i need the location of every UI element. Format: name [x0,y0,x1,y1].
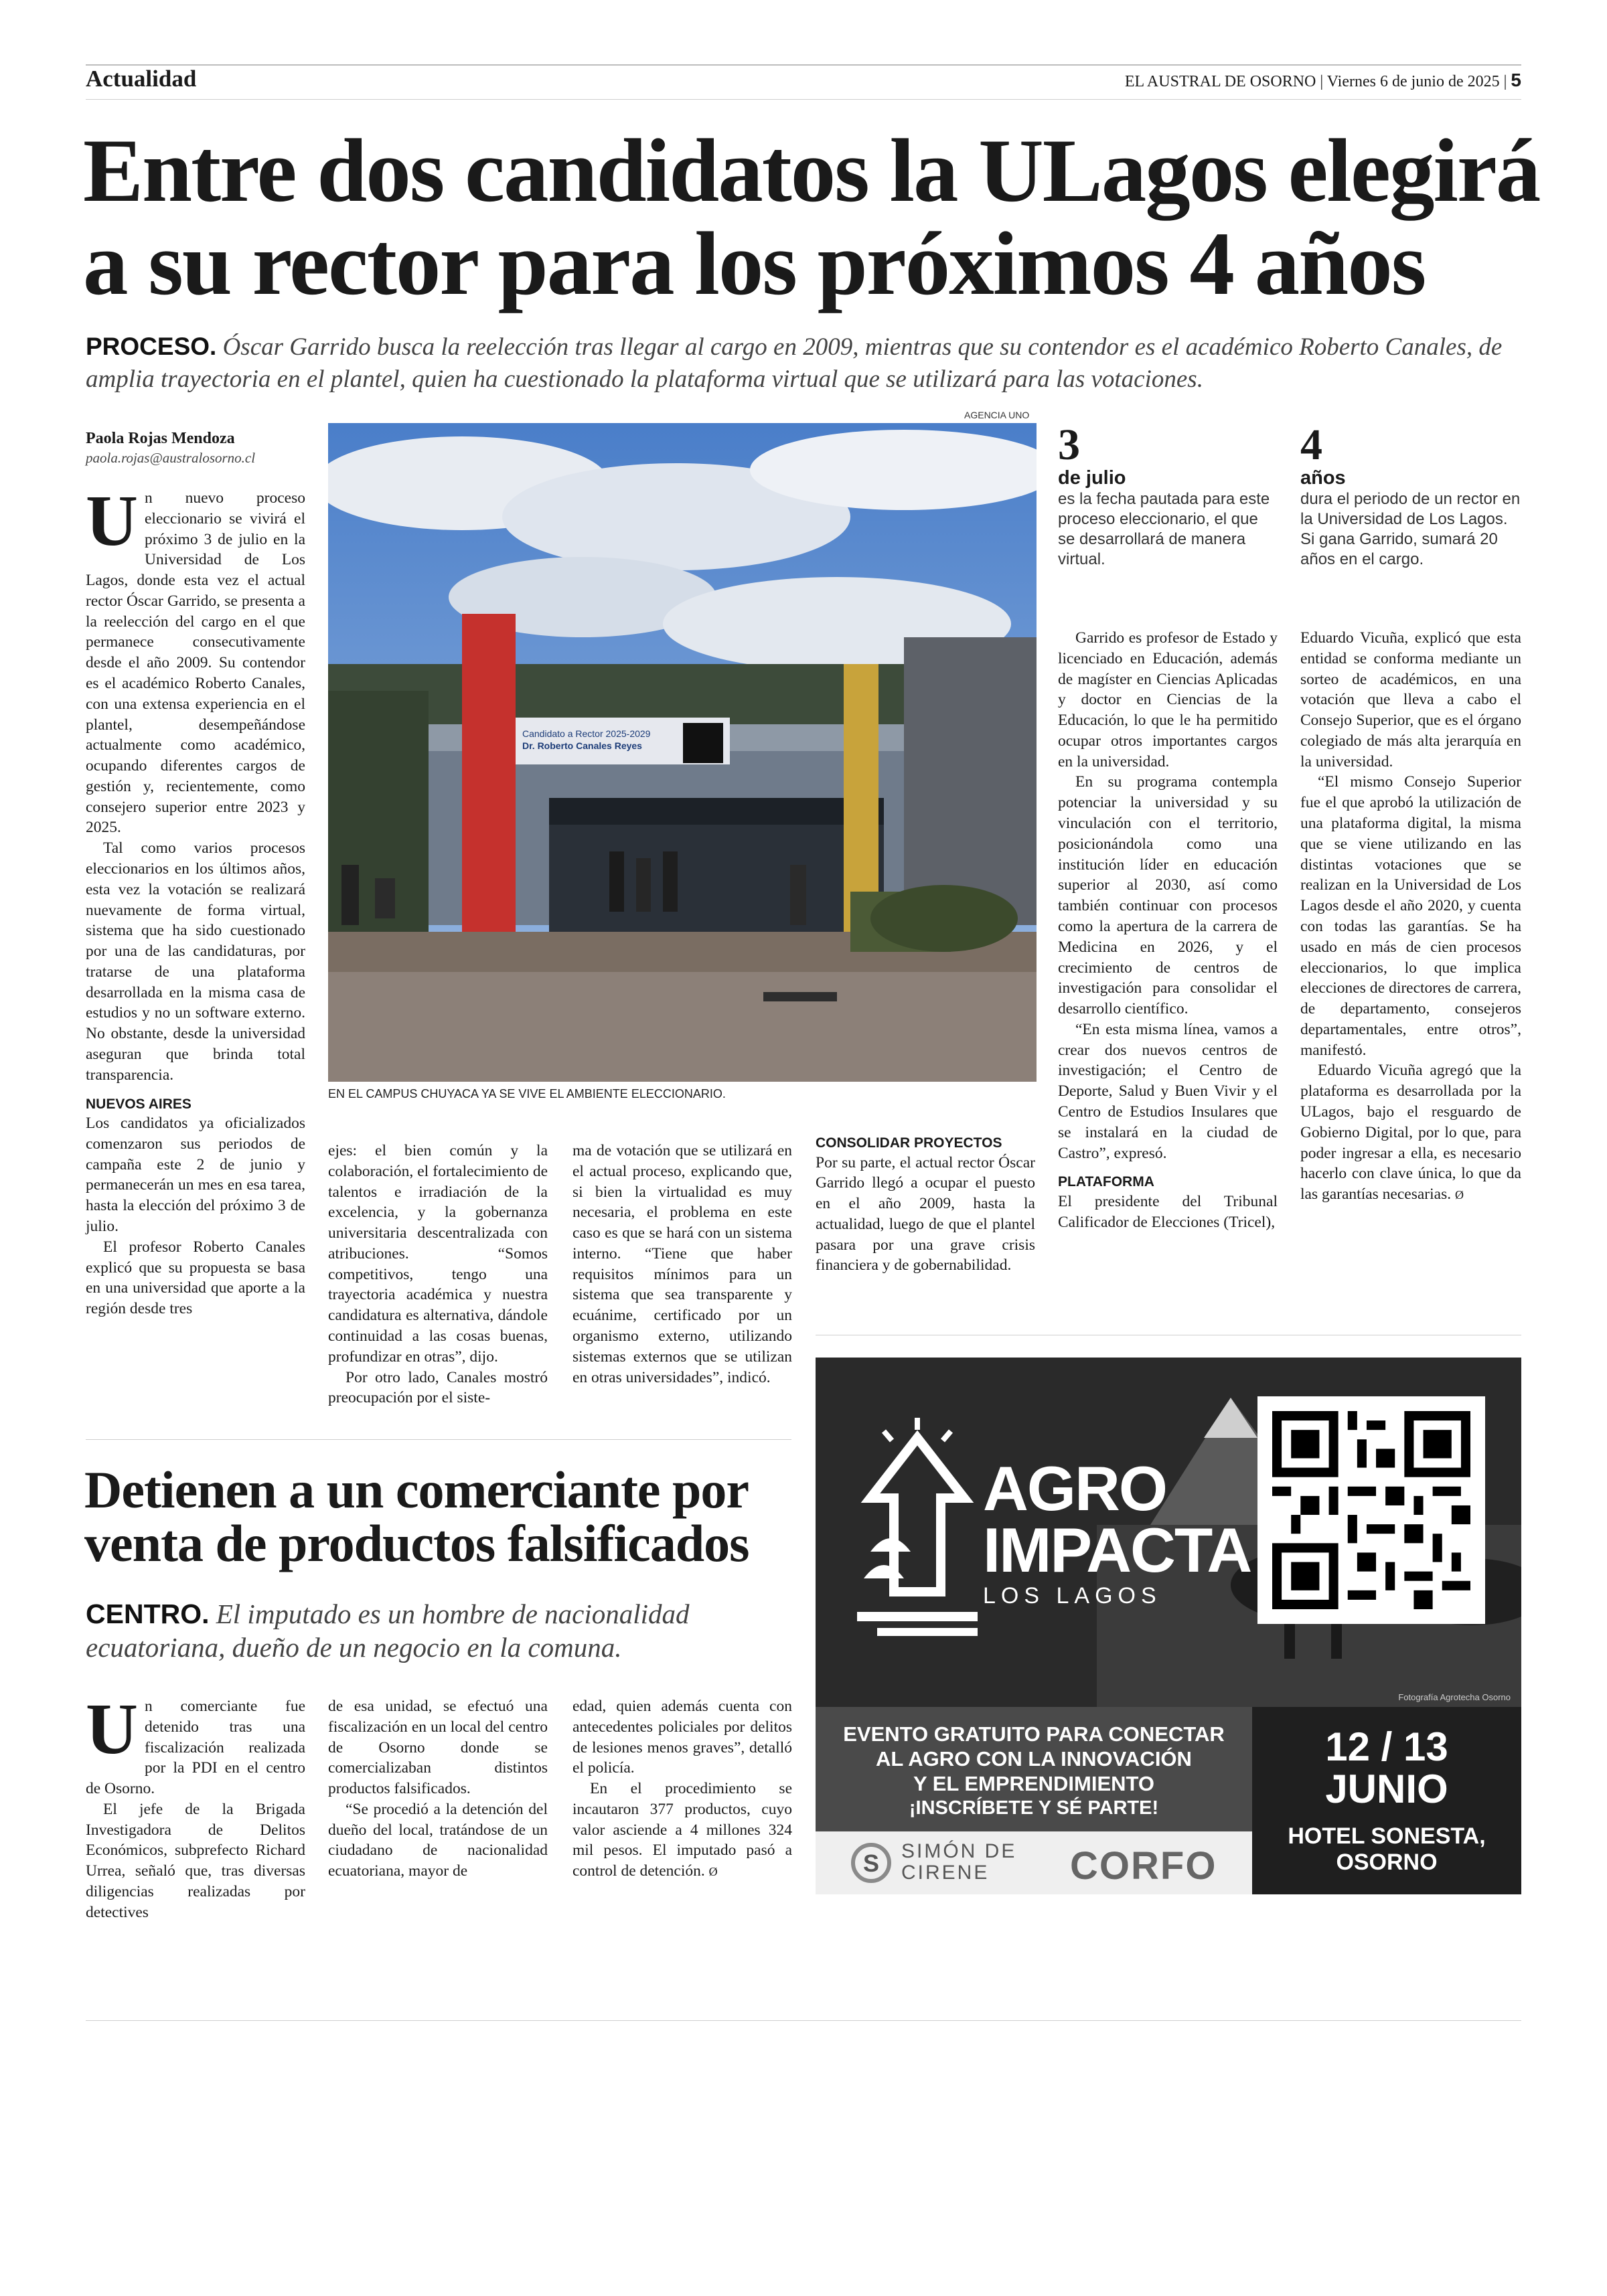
ad-event-text [816,1707,1252,1819]
sponsor-corfo: CORFO [1070,1844,1217,1888]
end-mark: Ø [1454,1188,1464,1202]
para: En su programa contempla potenciar la universidad y su vinculación con el territorio, posicionándola como una institución líder en educación superior al 2030, así como también continuar con procesos como la apertura de la carrera de Medicina en 2026, y el crecimiento de centros de investigación para consolidar el desarrollo científico. [1058,773,1278,1018]
article2-col3 [572,1696,792,1882]
para: ejes: el bien común y la colaboración, el fortalecimiento de talentos e irradiación de la excelencia, y la gobernanza universitaria descentralizada con atribuciones. “Somos competitivos, tengo una trayectoria académica y nuestra candidatura es alternativa, dándole continuidad a las cosas buenas, profundizar en otras”, dijo. [328,1142,548,1366]
drop-cap: U [86,1690,138,1769]
ad-photo-credit: Fotografía Agrotecha Osorno [1398,1692,1511,1702]
headline-1-line1: Entre dos candidatos la ULagos elegirá [83,121,1540,221]
para: edad, quien además cuenta con antecedentes policiales por delitos de lesiones menos graves”, detalló el policía. [572,1698,792,1777]
para: Por su parte, el actual rector Óscar Garrido llegó a ocupar el puesto en el año 2009, hasta la actualidad, luego de que el plantel pasara por una grave crisis financiera y de gobernabilidad. [816,1153,1035,1275]
article1-col6 [1300,628,1521,1205]
intertitle-consolidar: CONSOLIDAR PROYECTOS [816,1135,1002,1151]
para: El profesor Roberto Canales explicó que su propuesta se basa en una universidad que aporte a la región desde tres [86,1238,305,1318]
deck-1-text: Óscar Garrido busca la reelección tras llegar al cargo en 2009, mientras que su contendor es el académico Roberto Canales, de amplia trayectoria en el plantel, quien ha cuestionado la plataforma virtual que se utilizará para las votaciones. [86,333,1503,394]
ad-date-box [1252,1707,1521,1894]
headline-2-line2: venta de productos falsificados [84,1514,749,1573]
sponsor-simon-line1: SIMÓN DE [901,1840,1017,1862]
headline-1-line2: a su rector para los próximos 4 años [83,214,1426,315]
stat-number: 3 [1058,420,1080,469]
banner-line1: Candidato a Rector 2025-2029 [522,728,651,739]
intertitle-plataforma: PLATAFORMA [1058,1174,1154,1190]
article1-col5 [1058,628,1278,1232]
photo-credit: AGENCIA UNO [964,410,1030,420]
stat-number: 4 [1300,420,1322,469]
ad-venue-line1: HOTEL SONESTA, [1288,1823,1486,1849]
stat-label: años [1300,467,1346,489]
bottom-rule [86,2020,1521,2021]
article1-col1 [86,428,305,1319]
kicker-1: PROCESO. [86,333,217,360]
para: “El mismo Consejo Superior fue el que aprobó la utilización de una plataforma digital, la misma que se viene utilizando en las distintas votaciones que se realizan en la Universidad de Los Lagos desde el año 2020, y cuenta con todas las garantías. Se ha usado en más de cien procesos eleccionarios, lo que implica elecciones de directores de carrera, de departamento, consejeros departamentales, entre otros”, manifestó. [1300,773,1521,1059]
ad-dates: 12 / 13 [1325,1724,1448,1769]
ad-date-text [1252,1707,1521,1876]
drop-cap: U [86,481,138,561]
para-text: En el procedimiento se incautaron 377 productos, cuyo valor asciende a 4 millones 324 mil pesos. El imputado pasó a control de detención. [572,1780,792,1880]
issue-date: Viernes 6 de junio de 2025 [1326,73,1500,90]
ad-event-box [816,1707,1252,1831]
para-text: Eduardo Vicuña agregó que la plataforma es desarrollada por la ULagos, bajo el resguardo de Gobierno Digital, por lo que, para poder ingresar a ella, es necesario hacerlo con clave única, lo que da las garantías necesarias. [1300,1062,1521,1204]
kicker-2: CENTRO. [86,1598,210,1629]
ad-event-line2: AL AGRO CON LA INNOVACIÓN [876,1747,1192,1771]
ad-qr-code[interactable] [1257,1396,1485,1624]
author-email: paola.rojas@australosorno.cl [86,450,256,467]
ad-event-line1: EVENTO GRATUITO PARA CONECTAR [843,1722,1225,1746]
agro-impacta-ad[interactable] [816,1358,1521,1894]
headline-2-line1: Detienen a un comerciante por [84,1461,749,1519]
article1-col3 [572,1141,792,1388]
section-label: Actualidad [86,66,197,92]
stat-text: dura el periodo de un rector en la Universidad de Los Lagos. Si gana Garrido, sumará 20 años en el cargo. [1300,490,1521,568]
article2-col2 [328,1696,548,1882]
para: n comerciante fue detenido tras una fiscalización realizada por la PDI en el centro de Osorno. [86,1698,305,1798]
stat-box-1 [1058,420,1279,570]
banner-line2: Dr. Roberto Canales Reyes [522,740,642,752]
para: “En esta misma línea, vamos a crear dos nuevos centros de investigación; el Centro de Deporte, Salud y Buen Vivir y el Centro de Estudios Insulares que se instalará en la ciudad de Castro”, expresó. [1058,1020,1278,1162]
article1-col4 [816,1134,1035,1276]
article2-col1 [86,1690,305,1923]
headline-2 [84,1463,749,1571]
photo-caption: EN EL CAMPUS CHUYACA YA SE VIVE EL AMBIENTE ELECCIONARIO. [328,1087,726,1100]
ad-venue-line2: OSORNO [1336,1850,1438,1875]
stat-text: es la fecha pautada para este proceso eleccionario, el que se desarrollará de manera virtual. [1058,490,1270,568]
ad-sponsors [816,1831,1252,1894]
header-rule [86,99,1521,100]
para: Tal como varios procesos eleccionarios en los últimos años, esta vez la votación se realizará nuevamente de forma virtual, sistema que ha sido cuestionado por una de las candidaturas, por tratarse de una plataforma desarrollada en la misma casa de estudios y no un software externo. No obstante, desde la universidad aseguran que brinda total transparencia. [86,839,305,1084]
stat-label: de julio [1058,467,1126,489]
svg-text:S: S [862,1850,880,1877]
ad-photo-area [816,1358,1521,1707]
para: Garrido es profesor de Estado y licenciado en Educación, además de magíster en Ciencias Aplicadas y doctor en Ciencias de la Educación, lo que le ha permitido ocupar otros importantes cargos en la universidad. [1058,629,1278,770]
headline-1 [83,121,1540,315]
para: Eduardo Vicuña, explicó que esta entidad se conforma mediante un sorteo de académicos, en una votación que lleva a cabo el Consejo Superior, que es el órgano colegiado de más alta jerarquía en la universidad. [1300,629,1521,770]
sponsor-simon [901,1841,1016,1883]
ad-brand-line2: IMPACTA [983,1515,1251,1586]
top-rule [86,64,1521,66]
para: Por otro lado, Canales mostró preocupación por el siste- [328,1368,548,1407]
ad-month: JUNIO [1325,1767,1448,1811]
stat-box-2 [1300,420,1521,570]
deck-2-line2: ecuatoriana, dueño de un negocio en la comuna. [86,1632,622,1663]
campus-photo-illustration [328,423,1037,1082]
end-mark: Ø [708,1865,718,1879]
deck-1 [86,331,1521,396]
campaign-banner [482,728,650,752]
para: El presidente del Tribunal Calificador de Elecciones (Tricel), [1058,1192,1278,1231]
para [1300,1060,1521,1204]
para: de esa unidad, se efectuó una fiscalización en un local del centro de Osorno donde se comercializaban distintos productos falsificados. [328,1698,548,1798]
byline: Paola Rojas Mendoza [86,430,235,447]
deck-2-line1: El imputado es un hombre de nacionalidad [216,1598,690,1629]
ad-brand [983,1453,1251,1609]
page-number: 5 [1511,70,1521,90]
ad-brand-line3: LOS LAGOS [983,1583,1162,1609]
para: “Se procedió a la detención del dueño del local, tratándose de un ciudadano de nacionalidad ecuatoriana, mayor de [328,1800,548,1880]
paper-name: EL AUSTRAL DE OSORNO [1124,73,1316,90]
ad-brand-line1: AGRO [983,1453,1166,1524]
article1-col2 [328,1141,548,1408]
para: ma de votación que se utilizará en el actual proceso, explicando que, si bien la virtualidad es muy necesaria, el problema en este caso es que se hará con un sistema interno. “Tiene que haber requisitos mínimos para un sistema que sea transparente y ecuánime, certificado por un organismo externo, utilizando sistemas externos que se utilizan en otras universidades”, indicó. [572,1142,792,1386]
qr-code-icon [1272,1411,1470,1609]
masthead: EL AUSTRAL DE OSORNO | Viernes 6 de junio de 2025 | 5 [1124,70,1521,90]
deck-2 [86,1597,690,1664]
article2-rule [86,1439,791,1440]
ad-cta[interactable]: ¡INSCRÍBETE Y SÉ PARTE! [909,1797,1159,1819]
para: Los candidatos ya oficializados comenzaron sus periodos de campaña este 2 de junio y permanecerán un mes en esa tarea, hasta la elección del próximo 3 de julio. [86,1115,305,1235]
para [572,1779,792,1882]
sponsor-simon-line2: CIRENE [901,1861,990,1884]
intertitle-nuevos-aires: NUEVOS AIRES [86,1096,192,1112]
agro-logo-icon [857,1418,978,1639]
para: n nuevo proceso eleccionario se vivirá el próximo 3 de julio en la Universidad de Los Lagos, donde esta vez el actual rector Óscar Garrido, se presenta a la reelección del cargo en el que permanece consecutivamente desde el año 2009. Su contendor es el académico Roberto Canales, con una extensa experiencia en el plantel, desempeñándose actualmente como académico, ocupando diferentes cargos de gestión y, recientemente, como consejero superior entre 2023 y 2025. [86,489,305,837]
campus-photo [328,423,1037,1082]
para: El jefe de la Brigada Investigadora de Delitos Económicos, subprefecto Richard Urrea, señaló que, tras diversas diligencias realizadas por detectives [86,1800,305,1921]
simon-de-cirene-logo-icon [850,1842,892,1884]
ad-event-line3: Y EL EMPRENDIMIENTO [913,1772,1154,1796]
